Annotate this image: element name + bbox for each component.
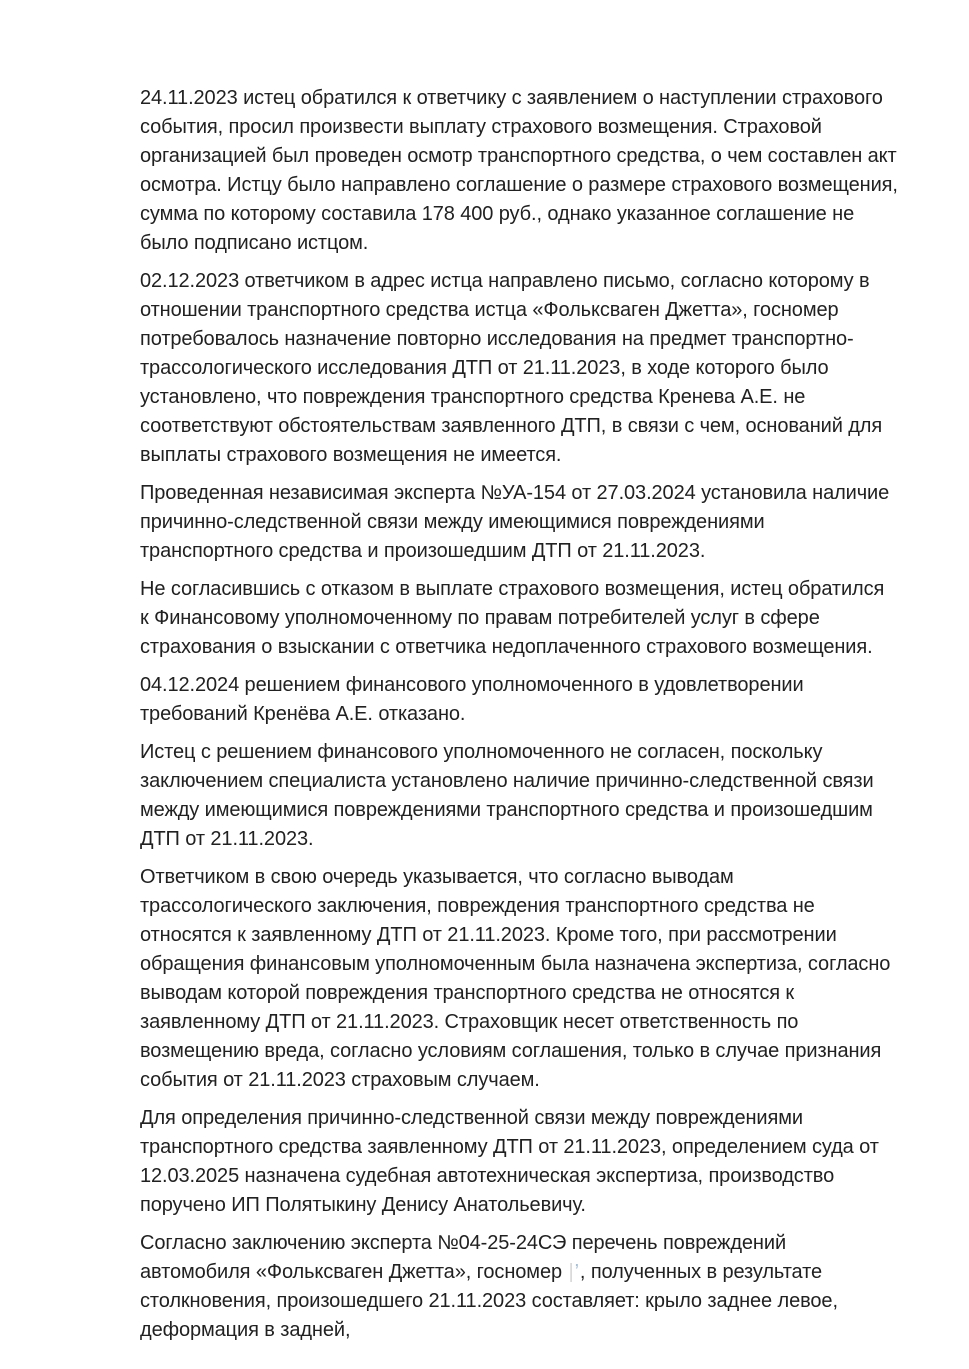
document-paragraph: 02.12.2023 ответчиком в адрес истца направлено письмо, согласно которому в отношении транспортного средства истца «Фольксваген Джетта», госномер потребовалось назначение повторно исследования на предмет транспортно-трассологического исследования ДТП от 21.11.2023, в ходе которого было установлено, что повреждения транспортного средства Кренева А.Е. не соответствуют обстоятельствам заявленного ДТП, в связи с чем, оснований для выплаты страхового возмещения не имеется. xyxy=(140,270,883,466)
document-paragraph: Ответчиком в свою очередь указывается, что согласно выводам трассологического заключения, повреждения транспортного средства не относятся к заявленному ДТП от 21.11.2023. Кроме того, при рассмотрении обращения финансовым уполномоченным была назначена экспертиза, согласно выводам которой повреждения транспортного средства не относятся к заявленному ДТП от 21.11.2023. Страховщик несет ответственность по возмещению вреда, согласно условиям соглашения, только в случае признания события от 21.11.2023 страховым случаем. xyxy=(140,866,891,1091)
document-paragraph: Истец с решением финансового уполномоченного не согласен, поскольку заключением специалиста установлено наличие причинно-следственной связи между имеющимися повреждениями транспортного средства и произошедшим ДТП от 21.11.2023. xyxy=(140,741,874,850)
final-paragraph-before-redaction: Согласно заключению эксперта №04-25-24СЭ перечень повреждений автомобиля «Фольксваген Джетта», госномер xyxy=(140,1232,787,1283)
final-paragraph-after-redaction: , полученных в результате столкновения, произошедшего 21.11.2023 составляет: крыло заднее левое, деформация в задней, xyxy=(140,1261,838,1341)
document-text-block xyxy=(140,84,898,1354)
document-paragraph: Проведенная независимая эксперта №УА-154 от 27.03.2024 установила наличие причинно-следственной связи между имеющимися повреждениями транспортного средства и произошедшим ДТП от 21.11.2023. xyxy=(140,482,890,562)
redacted-plate-artifact-bar: | xyxy=(568,1261,574,1283)
document-paragraph: 24.11.2023 истец обратился к ответчику с заявлением о наступлении страхового события, просил произвести выплату страхового возмещения. Страховой организацией был проведен осмотр транспортного средства, о чем составлен акт осмотра. Истцу было направлено соглашение о размере страхового возмещения, сумма по которому составила 178 400 руб., однако указанное соглашение не было подписано истцом. xyxy=(140,87,898,254)
document-paragraph: 04.12.2024 решением финансового уполномоченного в удовлетворении требований Кренёва А.Е. отказано. xyxy=(140,674,804,725)
document-paragraph-final xyxy=(140,1229,898,1345)
document-paragraph: Не согласившись с отказом в выплате страхового возмещения, истец обратился к Финансовому уполномоченному по правам потребителей услуг в сфере страхования о взыскании с ответчика недоплаченного страхового возмещения. xyxy=(140,578,885,658)
redacted-plate-artifact-tick: ’ xyxy=(574,1261,579,1283)
document-paragraph: Для определения причинно-следственной связи между повреждениями транспортного средства заявленному ДТП от 21.11.2023, определением суда от 12.03.2025 назначена судебная автотехническая экспертиза, производство поручено ИП Полятыкину Денису Анатольевичу. xyxy=(140,1107,879,1216)
